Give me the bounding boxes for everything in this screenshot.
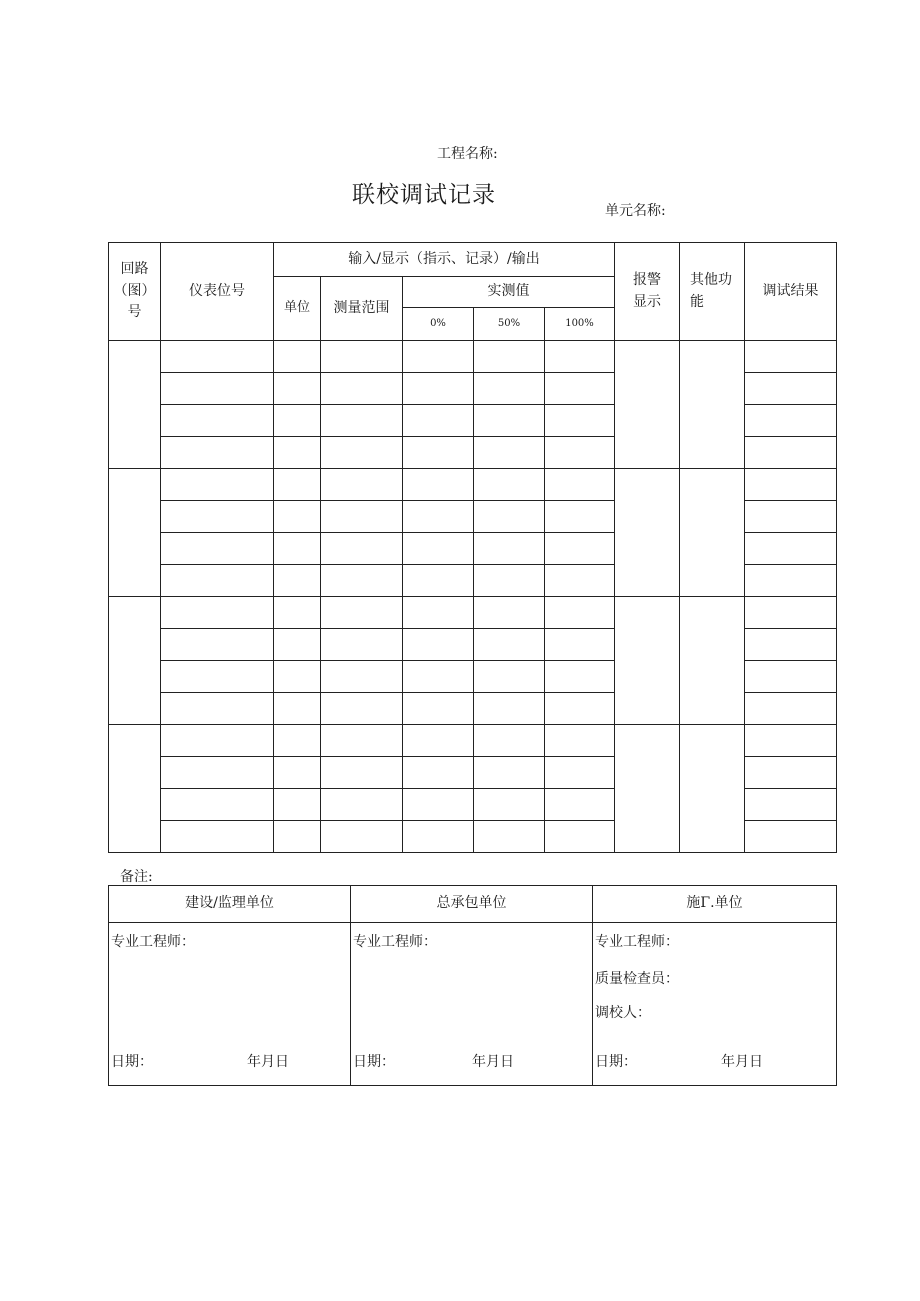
contractor-engineer-label: 专业工程师： xyxy=(353,934,437,950)
pct-100-cell[interactable] xyxy=(545,469,615,501)
range-cell[interactable] xyxy=(321,597,403,629)
owner-sign-cell[interactable] xyxy=(109,923,351,1086)
quality-inspector-label: 质量检查员： xyxy=(595,971,679,987)
pct-100-cell[interactable] xyxy=(545,757,615,789)
unit-cell[interactable] xyxy=(274,405,321,437)
range-cell[interactable] xyxy=(321,565,403,597)
project-name-label: 工程名称: xyxy=(437,146,498,162)
remark-label: 备注: xyxy=(120,869,153,885)
alarm-cell[interactable] xyxy=(615,469,680,597)
range-cell[interactable] xyxy=(321,501,403,533)
tag-cell[interactable] xyxy=(161,629,274,661)
tag-cell[interactable] xyxy=(161,437,274,469)
pct-100-cell[interactable] xyxy=(545,629,615,661)
pct-0-cell[interactable] xyxy=(403,405,474,437)
tag-cell[interactable] xyxy=(161,757,274,789)
range-cell[interactable] xyxy=(321,821,403,853)
pct-50-cell[interactable] xyxy=(474,789,545,821)
range-cell[interactable] xyxy=(321,341,403,373)
tag-cell[interactable] xyxy=(161,693,274,725)
contractor-title: 总承包单位 xyxy=(351,886,593,923)
result-cell[interactable] xyxy=(745,341,837,373)
alarm-header-line-2: 显示 xyxy=(633,293,662,310)
pct-50-cell[interactable] xyxy=(474,533,545,565)
unit-cell[interactable] xyxy=(274,821,321,853)
loop-header-line-3: 号 xyxy=(127,304,142,321)
tag-cell[interactable] xyxy=(161,789,274,821)
pct-100-header: 100% xyxy=(545,308,615,341)
unit-cell[interactable] xyxy=(274,693,321,725)
other-cell[interactable] xyxy=(680,725,745,853)
pct-0-cell[interactable] xyxy=(403,469,474,501)
owner-engineer-label: 专业工程师： xyxy=(111,934,195,950)
other-cell[interactable] xyxy=(680,341,745,469)
result-cell[interactable] xyxy=(745,597,837,629)
tag-cell[interactable] xyxy=(161,565,274,597)
page-title: 联校调试记录 xyxy=(352,182,496,208)
loop-cell[interactable] xyxy=(109,597,161,725)
tag-cell[interactable] xyxy=(161,501,274,533)
pct-100-cell[interactable] xyxy=(545,661,615,693)
tag-cell[interactable] xyxy=(161,405,274,437)
tag-cell[interactable] xyxy=(161,597,274,629)
range-cell[interactable] xyxy=(321,629,403,661)
owner-ymd: 年月日 xyxy=(247,1054,289,1070)
result-cell[interactable] xyxy=(745,661,837,693)
pct-50-cell[interactable] xyxy=(474,373,545,405)
pct-50-cell[interactable] xyxy=(474,693,545,725)
range-cell[interactable] xyxy=(321,789,403,821)
measured-header: 实测值 xyxy=(403,277,615,308)
range-cell[interactable] xyxy=(321,533,403,565)
pct-50-header: 50% xyxy=(474,308,545,341)
result-cell[interactable] xyxy=(745,405,837,437)
construction-date-label: 日期： xyxy=(595,1054,637,1070)
range-cell[interactable] xyxy=(321,437,403,469)
range-header: 测量范围 xyxy=(321,277,403,341)
range-cell[interactable] xyxy=(321,725,403,757)
pct-0-cell[interactable] xyxy=(403,533,474,565)
result-cell[interactable] xyxy=(745,693,837,725)
pct-100-cell[interactable] xyxy=(545,725,615,757)
pct-100-cell[interactable] xyxy=(545,693,615,725)
unit-cell[interactable] xyxy=(274,661,321,693)
pct-100-cell[interactable] xyxy=(545,405,615,437)
contractor-date-label: 日期： xyxy=(353,1054,395,1070)
pct-50-cell[interactable] xyxy=(474,725,545,757)
tag-cell[interactable] xyxy=(161,821,274,853)
result-cell[interactable] xyxy=(745,757,837,789)
pct-0-cell[interactable] xyxy=(403,629,474,661)
range-cell[interactable] xyxy=(321,693,403,725)
table-row xyxy=(109,341,837,373)
unit-cell[interactable] xyxy=(274,341,321,373)
construction-engineer-label: 专业工程师： xyxy=(595,934,679,950)
unit-cell[interactable] xyxy=(274,373,321,405)
contractor-sign-cell[interactable] xyxy=(351,923,593,1086)
tag-cell[interactable] xyxy=(161,469,274,501)
unit-cell[interactable] xyxy=(274,533,321,565)
pct-50-cell[interactable] xyxy=(474,469,545,501)
result-cell[interactable] xyxy=(745,501,837,533)
result-cell[interactable] xyxy=(745,821,837,853)
loop-cell[interactable] xyxy=(109,469,161,597)
alarm-display-header xyxy=(615,243,680,341)
range-cell[interactable] xyxy=(321,469,403,501)
pct-0-cell[interactable] xyxy=(403,821,474,853)
pct-50-cell[interactable] xyxy=(474,405,545,437)
table-row xyxy=(109,725,837,757)
result-header: 调试结果 xyxy=(745,243,837,341)
result-cell[interactable] xyxy=(745,533,837,565)
unit-cell[interactable] xyxy=(274,725,321,757)
unit-header: 单位 xyxy=(274,277,321,341)
pct-0-cell[interactable] xyxy=(403,661,474,693)
unit-cell[interactable] xyxy=(274,629,321,661)
pct-50-cell[interactable] xyxy=(474,565,545,597)
pct-0-cell[interactable] xyxy=(403,501,474,533)
pct-50-cell[interactable] xyxy=(474,501,545,533)
pct-0-header: 0% xyxy=(403,308,474,341)
unit-name-label: 单元名称: xyxy=(605,203,666,219)
other-cell[interactable] xyxy=(680,597,745,725)
result-cell[interactable] xyxy=(745,565,837,597)
pct-0-cell[interactable] xyxy=(403,565,474,597)
unit-cell[interactable] xyxy=(274,597,321,629)
range-cell[interactable] xyxy=(321,373,403,405)
tag-number-header: 仪表位号 xyxy=(161,243,274,341)
pct-100-cell[interactable] xyxy=(545,565,615,597)
pct-50-cell[interactable] xyxy=(474,597,545,629)
loop-cell[interactable] xyxy=(109,341,161,469)
result-cell[interactable] xyxy=(745,437,837,469)
pct-0-cell[interactable] xyxy=(403,437,474,469)
result-cell[interactable] xyxy=(745,629,837,661)
pct-100-cell[interactable] xyxy=(545,533,615,565)
pct-0-cell[interactable] xyxy=(403,693,474,725)
loop-cell[interactable] xyxy=(109,725,161,853)
other-cell[interactable] xyxy=(680,469,745,597)
pct-50-cell[interactable] xyxy=(474,661,545,693)
pct-50-cell[interactable] xyxy=(474,437,545,469)
unit-cell[interactable] xyxy=(274,789,321,821)
signoff-table xyxy=(108,885,837,1086)
alarm-header-line-1: 报警 xyxy=(633,271,662,288)
range-cell[interactable] xyxy=(321,661,403,693)
pct-100-cell[interactable] xyxy=(545,373,615,405)
construction-ymd: 年月日 xyxy=(721,1054,763,1070)
construction-sign-cell[interactable] xyxy=(593,923,837,1086)
result-cell[interactable] xyxy=(745,725,837,757)
tag-cell[interactable] xyxy=(161,373,274,405)
result-cell[interactable] xyxy=(745,373,837,405)
pct-100-cell[interactable] xyxy=(545,437,615,469)
other-header-line-1: 其他功 xyxy=(690,271,733,288)
contractor-ymd: 年月日 xyxy=(472,1054,514,1070)
pct-0-cell[interactable] xyxy=(403,757,474,789)
pct-100-cell[interactable] xyxy=(545,597,615,629)
owner-title: 建设/监理单位 xyxy=(109,886,351,923)
io-header: 输入/显示（指示、记录）/输出 xyxy=(274,243,615,277)
loop-number-header xyxy=(109,243,161,341)
range-cell[interactable] xyxy=(321,405,403,437)
pct-100-cell[interactable] xyxy=(545,821,615,853)
calibration-table xyxy=(108,242,837,853)
pct-0-cell[interactable] xyxy=(403,725,474,757)
alarm-cell[interactable] xyxy=(615,341,680,469)
table-row xyxy=(109,597,837,629)
pct-0-cell[interactable] xyxy=(403,789,474,821)
other-function-header xyxy=(680,243,745,341)
tag-cell[interactable] xyxy=(161,533,274,565)
pct-100-cell[interactable] xyxy=(545,789,615,821)
other-header-line-2: 能 xyxy=(690,293,705,310)
construction-title: 施Γ.单位 xyxy=(593,886,837,923)
tag-cell[interactable] xyxy=(161,661,274,693)
pct-100-cell[interactable] xyxy=(545,501,615,533)
pct-0-cell[interactable] xyxy=(403,597,474,629)
result-cell[interactable] xyxy=(745,469,837,501)
alarm-cell[interactable] xyxy=(615,597,680,725)
alarm-cell[interactable] xyxy=(615,725,680,853)
unit-cell[interactable] xyxy=(274,501,321,533)
pct-50-cell[interactable] xyxy=(474,757,545,789)
range-cell[interactable] xyxy=(321,757,403,789)
loop-header-line-1: 回路 xyxy=(120,260,149,277)
pct-50-cell[interactable] xyxy=(474,821,545,853)
calibrator-label: 调校人： xyxy=(595,1005,651,1021)
unit-cell[interactable] xyxy=(274,469,321,501)
pct-0-cell[interactable] xyxy=(403,341,474,373)
unit-cell[interactable] xyxy=(274,565,321,597)
tag-cell[interactable] xyxy=(161,725,274,757)
unit-cell[interactable] xyxy=(274,757,321,789)
owner-date-label: 日期： xyxy=(111,1054,153,1070)
pct-50-cell[interactable] xyxy=(474,629,545,661)
unit-cell[interactable] xyxy=(274,437,321,469)
loop-header-line-2: （图） xyxy=(113,282,156,299)
result-cell[interactable] xyxy=(745,789,837,821)
tag-cell[interactable] xyxy=(161,341,274,373)
pct-100-cell[interactable] xyxy=(545,341,615,373)
table-row xyxy=(109,469,837,501)
pct-0-cell[interactable] xyxy=(403,373,474,405)
pct-50-cell[interactable] xyxy=(474,341,545,373)
